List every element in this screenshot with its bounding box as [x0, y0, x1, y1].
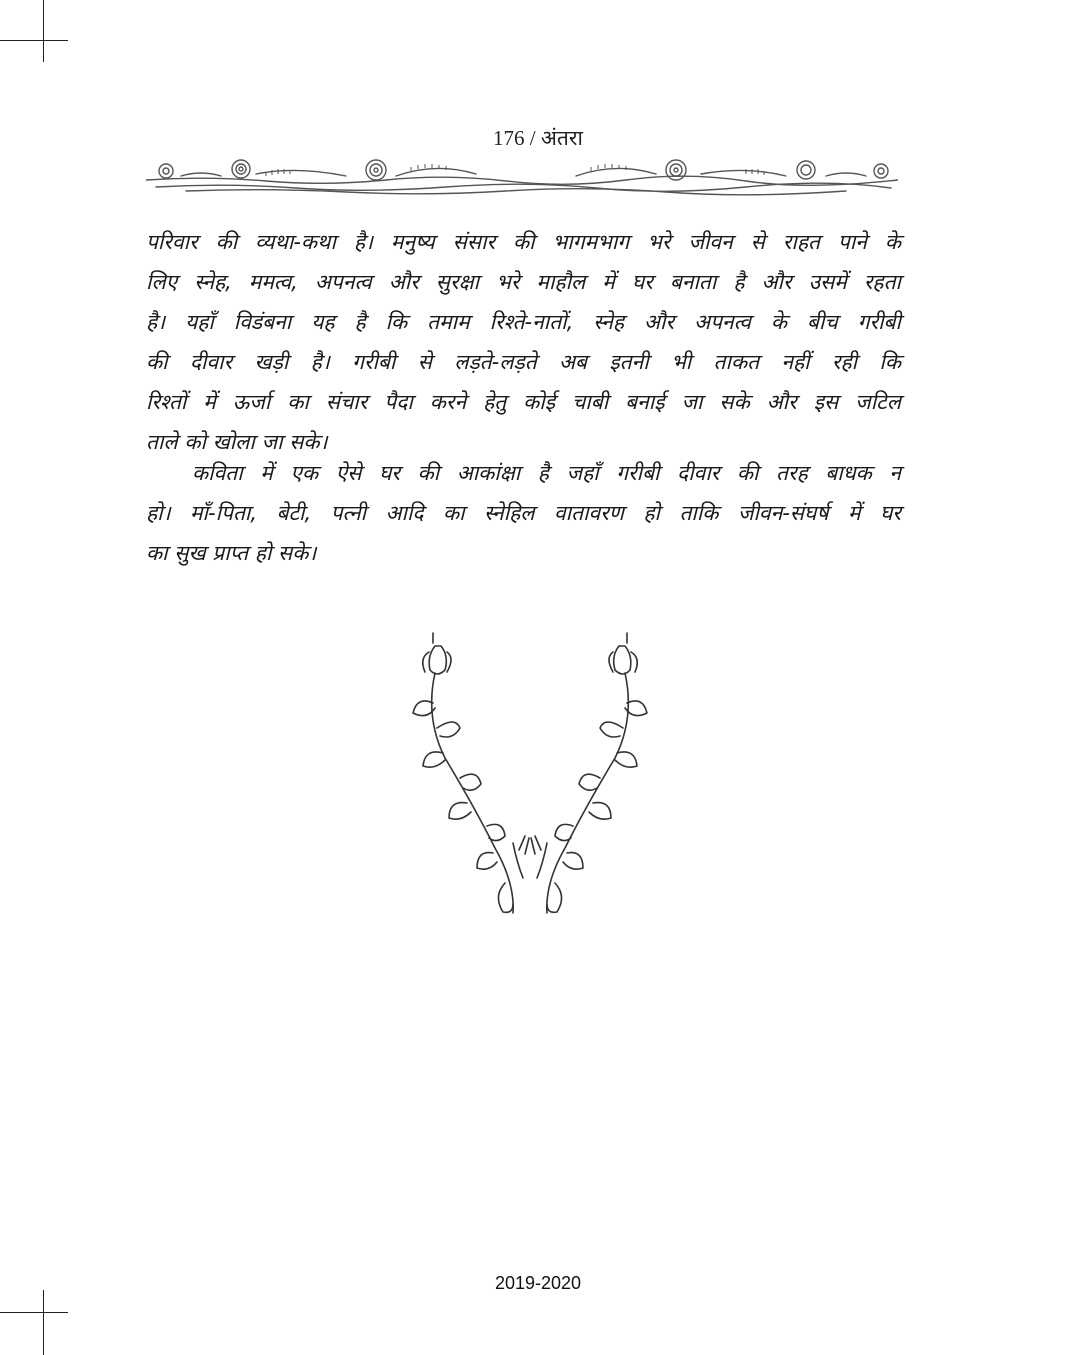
- paragraph-line: लिए स्नेह, ममत्व, अपनत्व और सुरक्षा भरे माहौल में घर बनाता है और उसमें रहता: [146, 270, 901, 294]
- footer-year: 2019-2020: [494, 1273, 582, 1293]
- paragraph-line: हो। माँ-पिता, बेटी, पत्नी आदि का स्नेहिल वातावरण हो ताकि जीवन-संघर्ष में घर: [146, 501, 901, 525]
- paragraph-line: ताले को खोला जा सके।: [146, 430, 328, 454]
- crop-mark-top-left-horizontal: [0, 40, 68, 41]
- paragraph-line: है। यहाँ विडंबना यह है कि तमाम रिश्ते-नातों, स्नेह और अपनत्व के बीच गरीबी: [146, 310, 901, 334]
- paragraph-line: की दीवार खड़ी है। गरीबी से लड़ते-लड़ते अब इतनी भी ताकत नहीं रही कि: [146, 350, 901, 374]
- paragraph-line: रिश्तों में ऊर्जा का संचार पैदा करने हेतु कोई चाबी बनाई जा सके और इस जटिल: [146, 390, 901, 414]
- crop-mark-bottom-left-vertical: [43, 1290, 44, 1355]
- page-header: 176 / अंतरा: [493, 126, 583, 150]
- paragraph-line: परिवार की व्यथा-कथा है। मनुष्य संसार की भागमभाग भरे जीवन से राहत पाने के: [146, 230, 901, 254]
- paragraph-2: [146, 453, 901, 573]
- paragraph-line: का सुख प्राप्त हो सके।: [146, 541, 317, 565]
- floral-ornament-icon: [405, 628, 655, 923]
- crop-mark-top-left-vertical: [43, 0, 44, 62]
- crop-mark-bottom-left-horizontal: [0, 1312, 68, 1313]
- decorative-border: [146, 156, 898, 196]
- paragraph-line: कविता में एक ऐसे घर की आकांक्षा है जहाँ गरीबी दीवार की तरह बाधक न: [192, 461, 901, 485]
- paragraph-1: [146, 222, 901, 462]
